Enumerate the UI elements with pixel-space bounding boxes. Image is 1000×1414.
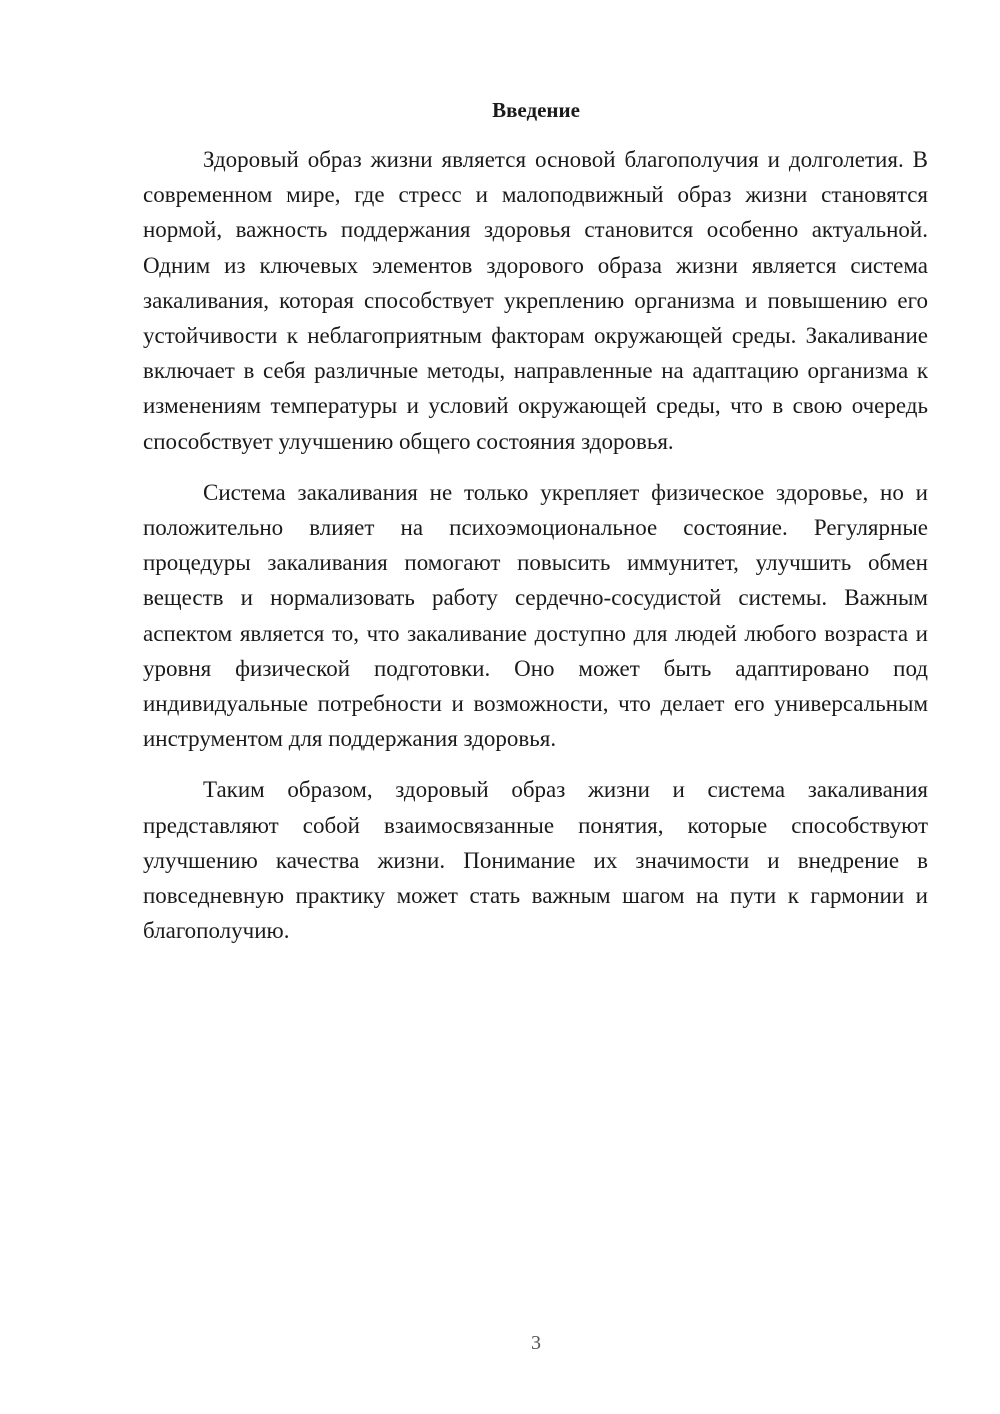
paragraph-2: Система закаливания не только укрепляет физическое здоровье, но и положительно влияет на психоэмоциональное состояние. Регулярные процедуры закаливания помогают повысить иммунитет, улучшить обмен веществ и нормализовать работу сердечно-сосудистой системы. Важным аспектом является то, что закаливание доступно для людей любого возраста и уровня физической подготовки. Оно может быть адаптировано под индивидуальные потребности и возможности, что делает его универсальным инструментом для поддержания здоровья. bbox=[143, 479, 928, 752]
paragraph-1: Здоровый образ жизни является основой благополучия и долголетия. В современном мире, где стресс и малоподвижный образ жизни становятся нормой, важность поддержания здоровья становится особенно актуальной. Одним из ключевых элементов здорового образа жизни является система закаливания, которая способствует укреплению организма и повышению его устойчивости к неблагоприятным факторам окружающей среды. Закаливание включает в себя различные методы, направленные на адаптацию организма к изменениям температуры и условий окружающей среды, что в свою очередь способствует улучшению общего состояния здоровья. bbox=[143, 147, 928, 454]
paragraph-3: Таким образом, здоровый образ жизни и система закаливания представляют собой взаимосвязанные понятия, которые способствуют улучшению качества жизни. Понимание их значимости и внедрение в повседневную практику может стать важным шагом на пути к гармонии и благополучию. bbox=[143, 777, 928, 944]
section-heading: Введение bbox=[492, 98, 580, 122]
page-number: 3 bbox=[531, 1332, 541, 1354]
body-text bbox=[143, 142, 928, 948]
